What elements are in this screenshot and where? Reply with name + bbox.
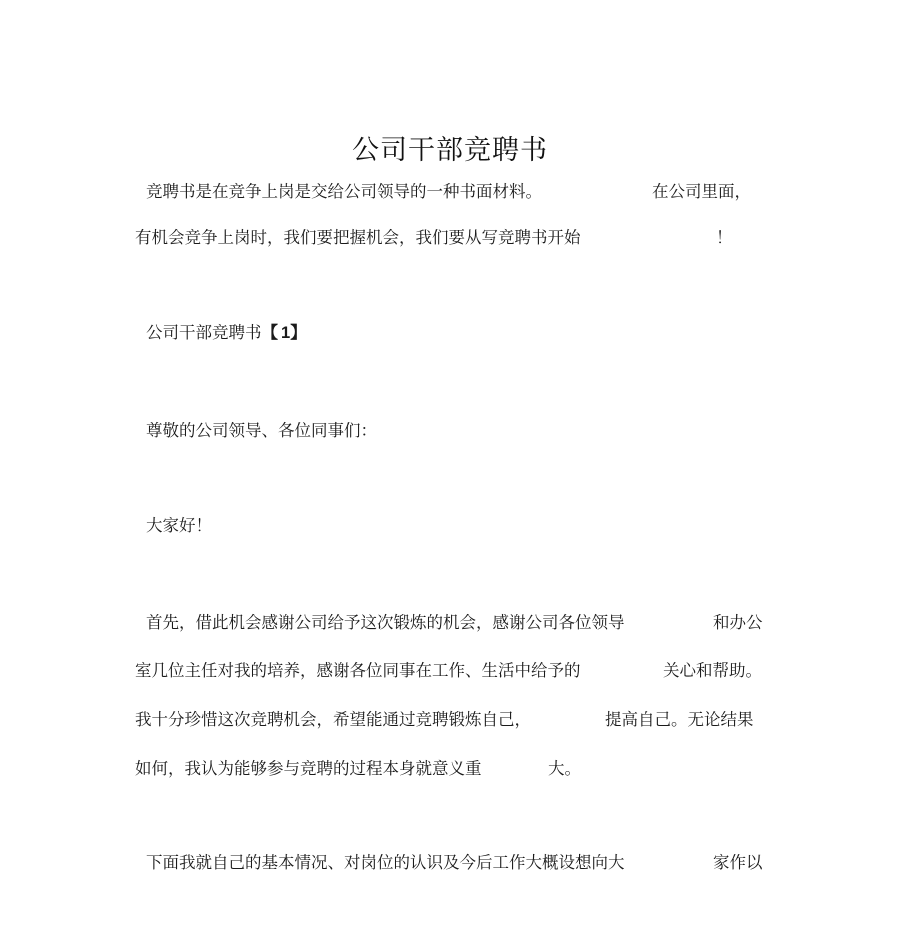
section-heading-bracket-close: 】	[290, 324, 307, 342]
intro-line-1-text-b: 在公司里面，	[652, 182, 751, 201]
paragraph-1-line-3-text-a: 我十分珍惜这次竞聘机会，希望能通过竞聘锻炼自己，	[135, 710, 531, 729]
intro-line-1-text-a: 竞聘书是在竞争上岗是交给公司领导的一种书面材料。	[146, 182, 542, 201]
document-title: 公司干部竞聘书	[352, 135, 548, 166]
paragraph-2-line-1	[0, 852, 920, 874]
section-heading-text: 公司干部竞聘书	[146, 323, 262, 342]
paragraph-1-line-3	[0, 709, 920, 731]
paragraph-1-line-4-text-a: 如何，我认为能够参与竞聘的过程本身就意义重	[135, 759, 482, 778]
paragraph-1-line-1-text-a: 首先，借此机会感谢公司给予这次锻炼的机会，感谢公司各位领导	[146, 613, 625, 632]
paragraph-1-line-3-text-b: 提高自己。无论结果	[605, 710, 754, 729]
greeting: 大家好！	[146, 516, 212, 535]
section-heading	[146, 322, 307, 344]
intro-line-2-text-b: ！	[716, 228, 733, 247]
paragraph-2-line-1-text-a: 下面我就自己的基本情况、对岗位的认识及今后工作大概设想向大	[146, 853, 625, 872]
intro-line-2-text-a: 有机会竞争上岗时，我们要把握机会，我们要从写竞聘书开始	[135, 228, 581, 247]
intro-line-1	[0, 181, 920, 203]
paragraph-1-line-4-text-b: 大。	[548, 759, 581, 778]
paragraph-1-line-4	[0, 758, 920, 780]
paragraph-1-line-2-text-b: 关心和帮助。	[663, 661, 762, 680]
paragraph-2-line-1-text-b: 家作以	[713, 853, 763, 872]
paragraph-1-line-1	[0, 612, 920, 634]
section-heading-number: 1	[281, 324, 291, 342]
paragraph-1-line-1-text-b: 和办公	[713, 613, 763, 632]
section-heading-bracket-open: 【	[261, 324, 278, 342]
paragraph-1-line-2-text-a: 室几位主任对我的培养，感谢各位同事在工作、生活中给予的	[135, 661, 581, 680]
salutation: 尊敬的公司领导、各位同事们：	[146, 421, 377, 440]
intro-line-2	[0, 227, 920, 249]
paragraph-1-line-2	[0, 660, 920, 682]
